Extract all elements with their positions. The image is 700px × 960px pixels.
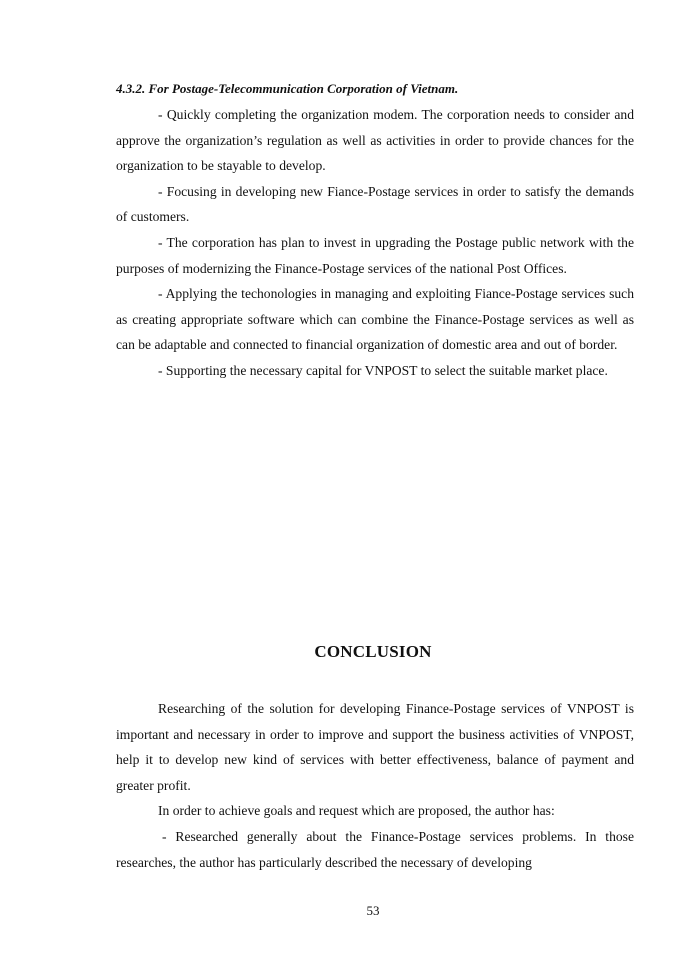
conclusion-title: CONCLUSION [314,642,432,661]
section-body [116,102,634,384]
recommendation-paragraph: - Supporting the necessary capital for VNPOST to select the suitable market place. [158,362,608,378]
section-heading: 4.3.2. For Postage-Telecommunication Corporation of Vietnam. [116,81,459,96]
recommendation-paragraph: - Focusing in developing new Fiance-Postage services in order to satisfy the demands of customers. [116,183,634,225]
page-number: 53 [366,903,380,918]
recommendation-paragraph: - Applying the techonologies in managing and exploiting Fiance-Postage services such as creating appropriate software which can combine the Finance-Postage services as well as can be adaptable and connected to financial organization of domestic area and out of border. [116,286,634,353]
conclusion-paragraph: - Researched generally about the Finance-Postage services problems. In those researches, the author has particularly described the necessary of developing [116,828,634,870]
recommendation-paragraph: - The corporation has plan to invest in upgrading the Postage public network with the purposes of modernizing the Finance-Postage services of the national Post Offices. [116,234,634,276]
conclusion-paragraph: Researching of the solution for developing Finance-Postage services of VNPOST is important and necessary in order to improve and support the business activities of VNPOST, help it to develop new kind of services with better effectiveness, balance of payment and greater profit. [116,701,634,793]
conclusion-paragraph: In order to achieve goals and request which are proposed, the author has: [158,803,555,819]
recommendation-paragraph: - Quickly completing the organization modem. The corporation needs to consider and approve the organization’s regulation as well as activities in order to provide chances for the organization to be stayable to develop. [116,107,634,174]
conclusion-body [116,696,634,875]
